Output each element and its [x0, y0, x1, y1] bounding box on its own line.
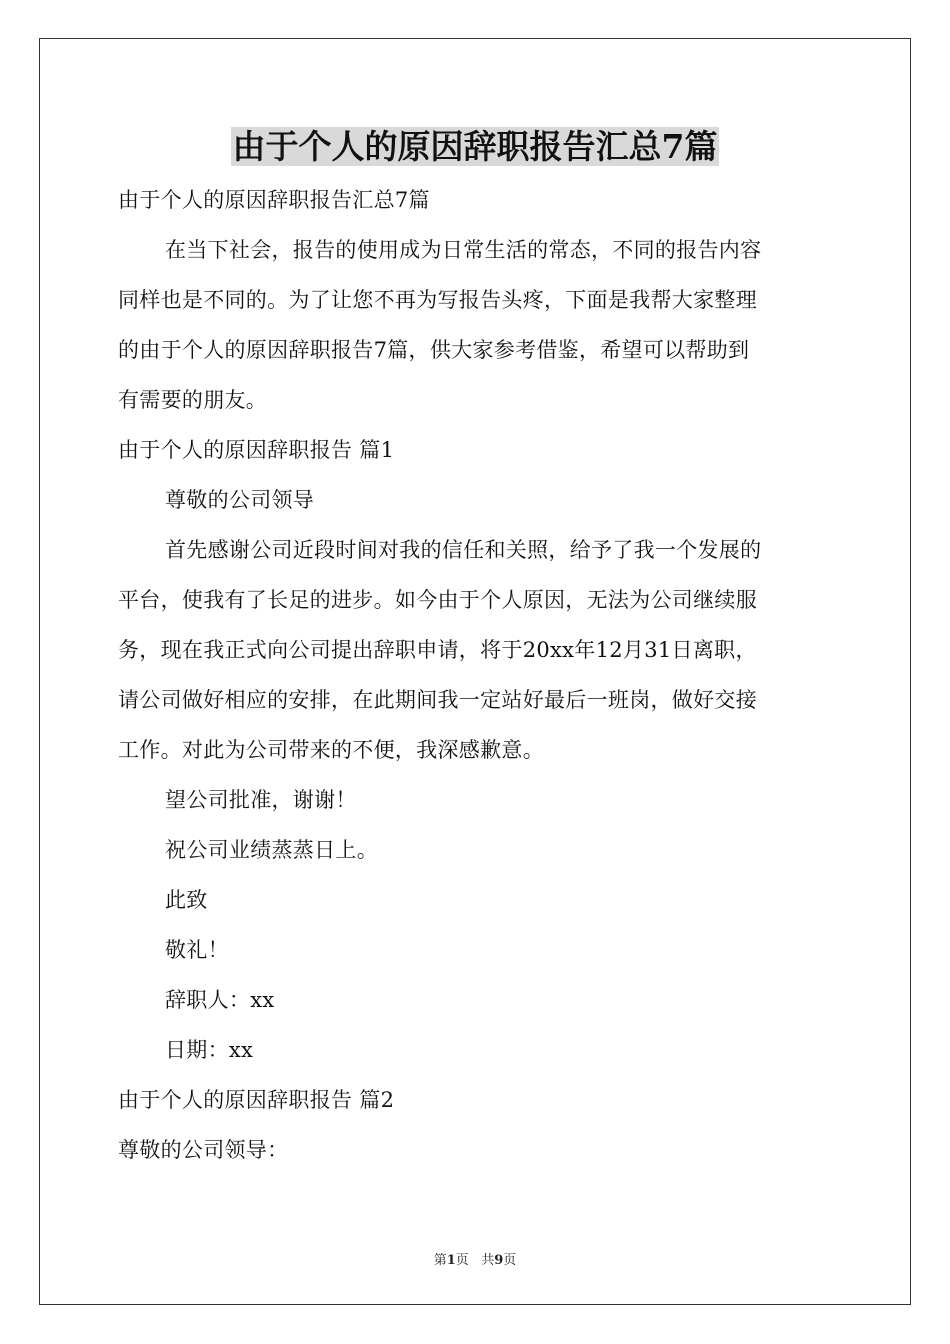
footer-page-total: 9 [494, 1253, 504, 1268]
salutation: 尊敬的公司领导： [118, 1138, 289, 1162]
footer-page-current: 1 [446, 1253, 456, 1268]
page-footer [0, 1249, 950, 1268]
body-line: 工作。对此为公司带来的不便，我深感歉意。 [118, 738, 544, 762]
body-line: 望公司批准，谢谢！ [165, 788, 357, 812]
footer-total-suffix: 页 [503, 1253, 517, 1268]
footer-total-prefix: 共 [481, 1253, 495, 1268]
body-line: 同样也是不同的。为了让您不再为写报告头疼，下面是我帮大家整理 [118, 288, 757, 312]
footer-page-suffix: 页 [455, 1253, 469, 1268]
body-line: 请公司做好相应的安排，在此期间我一定站好最后一班岗，做好交接 [118, 688, 757, 712]
body-line: 平台，使我有了长足的进步。如今由于个人原因，无法为公司继续服 [118, 588, 757, 612]
closing-line: 此致 [165, 888, 208, 912]
section-heading: 由于个人的原因辞职报告 篇1 [118, 438, 395, 462]
document-title [0, 124, 950, 170]
body-line: 的由于个人的原因辞职报告7篇，供大家参考借鉴，希望可以帮助到 [118, 338, 750, 362]
footer-page-prefix: 第 [433, 1253, 447, 1268]
body-line: 务，现在我正式向公司提出辞职申请，将于20xx年12月31日离职， [118, 638, 757, 662]
body-line: 在当下社会，报告的使用成为日常生活的常态，不同的报告内容 [165, 238, 762, 262]
document-body [118, 175, 838, 1175]
body-line: 首先感谢公司近段时间对我的信任和关照，给予了我一个发展的 [165, 538, 762, 562]
date-line: 日期：xx [165, 1038, 254, 1062]
body-line: 祝公司业绩蒸蒸日上。 [165, 838, 378, 862]
body-line: 有需要的朋友。 [118, 388, 268, 412]
document-title-text: 由于个人的原因辞职报告汇总7篇 [232, 127, 718, 166]
closing-line: 敬礼！ [165, 938, 229, 962]
section-heading: 由于个人的原因辞职报告 篇2 [118, 1088, 395, 1112]
body-line: 由于个人的原因辞职报告汇总7篇 [118, 188, 430, 212]
salutation: 尊敬的公司领导 [165, 488, 315, 512]
signature-line: 辞职人：xx [165, 988, 275, 1012]
